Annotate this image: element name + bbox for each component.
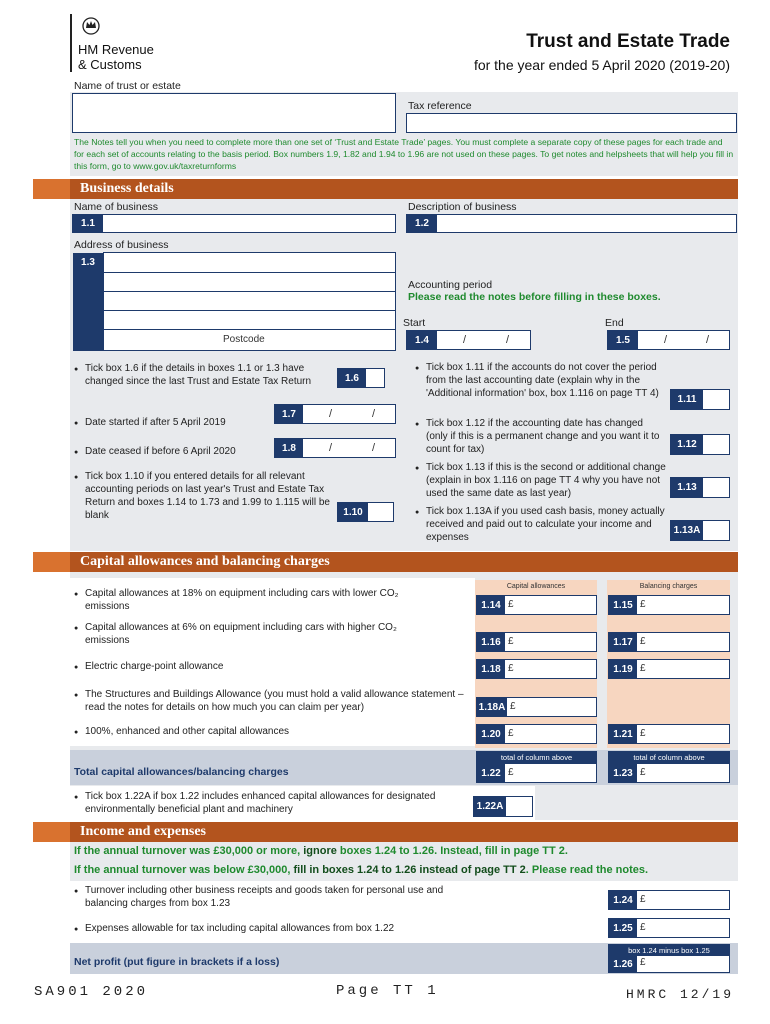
box-1-16: 1.16 <box>477 633 505 651</box>
business-details-title: Business details <box>80 181 174 196</box>
date-slash: / <box>329 442 333 454</box>
date-slash: / <box>506 334 510 346</box>
box-1-3-number: 1.3 <box>81 257 95 268</box>
balancing-charges-col-head: Balancing charges <box>607 580 730 594</box>
box-1-8: 1.8 <box>275 439 303 457</box>
logo-text-2: & Customs <box>78 57 142 72</box>
section-tab <box>33 552 70 572</box>
business-description-field[interactable] <box>406 214 737 233</box>
address-line-3[interactable] <box>103 291 396 311</box>
box-1-6: 1.6 <box>338 369 366 387</box>
instr-part: . Please read the notes. <box>525 864 649 876</box>
box-1-4: 1.4 <box>407 331 437 349</box>
business-name-label: Name of business <box>74 201 159 213</box>
box-1-19: 1.19 <box>609 660 637 678</box>
date-started-text: ● Date started if after 5 April 2019 <box>85 416 265 429</box>
hmrc-version: HMRC 12/19 <box>626 987 735 1002</box>
box-1-17: 1.17 <box>609 633 637 651</box>
notes-text: The Notes tell you when you need to complete more than one set of ‘Trust and Estate Trade’ pages. You must complete a separate copy of these pages for each trade and for each set of accounts relating to the basis period. Box numbers 1.9, 1.82 and 1.94 to 1.96 are not used on these pages. To get notes and helpsheets that will help you fill in this form, go to www.gov.uk/taxreturnforms <box>74 137 734 171</box>
address-line-4[interactable] <box>103 310 396 330</box>
date-slash: / <box>706 334 710 346</box>
logo-rule <box>70 14 72 72</box>
start-label: Start <box>403 317 426 329</box>
section-tab <box>33 822 70 842</box>
pound-sign: £ <box>508 767 514 778</box>
pound-sign: £ <box>640 894 646 905</box>
box-1-22a: 1.22A <box>474 797 506 816</box>
box-1-1: 1.1 <box>73 215 103 232</box>
page-subtitle: for the year ended 5 April 2020 (2019-20) <box>473 57 730 73</box>
total-caption-1: total of column above <box>476 751 597 763</box>
tick-1-11-text: ● Tick box 1.11 if the accounts do not cover the period from the last accounting date (explain why in the 'Additional information' box, box 1.116 on page TT 4) <box>426 361 666 400</box>
box-1-20: 1.20 <box>477 725 505 743</box>
box-1-3 <box>73 253 103 351</box>
turnover-over-instruction <box>74 845 568 857</box>
date-slash: / <box>329 408 333 420</box>
pound-sign: £ <box>640 922 646 933</box>
capital-18-text: ● Capital allowances at 18% on equipment including cars with lower CO₂ emissions <box>85 587 425 613</box>
tick-1-13a-text: ● Tick box 1.13A if you used cash basis, money actually received and paid out to calculate your income and expenses <box>426 505 666 544</box>
accounting-period-label: Accounting period <box>408 279 493 291</box>
enhanced-allowances-text: ● 100%, enhanced and other capital allowances <box>85 725 425 738</box>
pound-sign: £ <box>640 957 646 968</box>
tick-1-22a-text: ● Tick box 1.22A if box 1.22 includes enhanced capital allowances for designated environmentally beneficial plant and machinery <box>85 790 465 816</box>
trust-name-field[interactable] <box>72 93 396 133</box>
net-profit-caption: box 1.24 minus box 1.25 <box>608 944 730 956</box>
date-slash: / <box>372 442 376 454</box>
pound-sign: £ <box>508 663 514 674</box>
box-1-12: 1.12 <box>671 435 703 454</box>
capital-allowances-col-head: Capital allowances <box>475 580 597 594</box>
pound-sign: £ <box>640 636 646 647</box>
expenses-text: ● Expenses allowable for tax including capital allowances from box 1.22 <box>85 922 465 935</box>
box-1-2: 1.2 <box>407 215 437 232</box>
capital-allowances-title: Capital allowances and balancing charges <box>80 554 330 569</box>
business-name-field[interactable] <box>72 214 396 233</box>
instr-part: If the annual turnover was below £30,000, <box>74 864 294 876</box>
logo-text-1: HM Revenue <box>78 42 154 57</box>
tax-reference-label: Tax reference <box>408 100 472 112</box>
accounting-period-note: Please read the notes before filling in these boxes. <box>408 291 661 303</box>
turnover-under-instruction <box>74 864 648 876</box>
box-1-13: 1.13 <box>671 478 703 497</box>
instr-part: If the annual turnover was £30,000 or more, <box>74 845 304 857</box>
pound-sign: £ <box>640 728 646 739</box>
pound-sign: £ <box>508 599 514 610</box>
box-1-15: 1.15 <box>609 596 637 614</box>
box-1-18a: 1.18A <box>477 698 507 716</box>
address-line-1[interactable] <box>103 252 396 273</box>
hmrc-logo <box>70 14 180 74</box>
box-1-10: 1.10 <box>338 503 368 521</box>
address-line-2[interactable] <box>103 272 396 292</box>
tax-reference-field[interactable] <box>406 113 737 133</box>
box-1-7: 1.7 <box>275 405 303 423</box>
postcode-label: Postcode <box>223 334 265 345</box>
pound-sign: £ <box>640 767 646 778</box>
tick-1-13-text: ● Tick box 1.13 if this is the second or additional change (explain in box 1.116 on page TT 4 why you have not used the same date as last year) <box>426 461 670 500</box>
crown-crest-icon <box>82 16 100 36</box>
box-1-26: 1.26 <box>609 956 637 972</box>
instr-emphasis: fill in boxes 1.24 to 1.26 instead of page TT 2 <box>293 864 526 876</box>
section-tab <box>33 179 70 199</box>
box-1-5: 1.5 <box>608 331 638 349</box>
box-1-13a: 1.13A <box>671 521 703 540</box>
date-slash: / <box>664 334 668 346</box>
pound-sign: £ <box>510 701 516 712</box>
net-profit-label: Net profit (put figure in brackets if a loss) <box>74 956 280 968</box>
box-1-11: 1.11 <box>671 390 703 409</box>
page-number: Page TT 1 <box>336 983 439 999</box>
business-description-label: Description of business <box>408 201 517 213</box>
box-1-24: 1.24 <box>609 891 637 909</box>
date-slash: / <box>372 408 376 420</box>
date-slash: / <box>463 334 467 346</box>
instr-part: boxes 1.24 to 1.26. Instead, fill in page TT 2. <box>336 845 568 857</box>
box-1-22: 1.22 <box>477 764 505 782</box>
end-label: End <box>605 317 624 329</box>
box-1-18: 1.18 <box>477 660 505 678</box>
page-title: Trust and Estate Trade <box>526 31 730 52</box>
pound-sign: £ <box>508 636 514 647</box>
charge-point-text: ● Electric charge-point allowance <box>85 660 425 673</box>
capital-6-text: ● Capital allowances at 6% on equipment including cars with higher CO₂ emissions <box>85 621 425 647</box>
pound-sign: £ <box>640 663 646 674</box>
turnover-text: ● Turnover including other business receipts and goods taken for personal use and balancing charges from box 1.23 <box>85 884 465 910</box>
box-1-14: 1.14 <box>477 596 505 614</box>
pound-sign: £ <box>640 599 646 610</box>
total-caption-2: total of column above <box>608 751 730 763</box>
box-1-25: 1.25 <box>609 919 637 937</box>
tick-1-6-text: ● Tick box 1.6 if the details in boxes 1.1 or 1.3 have changed since the last Trust and Estate Tax Return <box>85 362 343 388</box>
box-1-23: 1.23 <box>609 764 637 782</box>
trust-name-label: Name of trust or estate <box>74 80 181 92</box>
tick-1-10-text: ● Tick box 1.10 if you entered details for all relevant accounting periods on last year's Trust and Estate Tax Return and boxes 1.14 to 1.73 and 1.99 to 1.115 will be blank <box>85 470 340 522</box>
income-expenses-title: Income and expenses <box>80 824 207 839</box>
pound-sign: £ <box>508 728 514 739</box>
box-1-21: 1.21 <box>609 725 637 743</box>
structures-allowance-text: ● The Structures and Buildings Allowance (you must hold a valid allowance statement – read the notes for details on how much you can claim per year) <box>85 688 465 714</box>
business-address-label: Address of business <box>74 239 169 251</box>
form-code: SA901 2020 <box>34 984 149 1000</box>
total-capital-label: Total capital allowances/balancing charges <box>74 766 289 778</box>
instr-emphasis: ignore <box>303 845 337 857</box>
tick-1-12-text: ● Tick box 1.12 if the accounting date has changed (only if this is a permanent change and you want it to count for tax) <box>426 417 666 456</box>
date-ceased-text: ● Date ceased if before 6 April 2020 <box>85 445 265 458</box>
